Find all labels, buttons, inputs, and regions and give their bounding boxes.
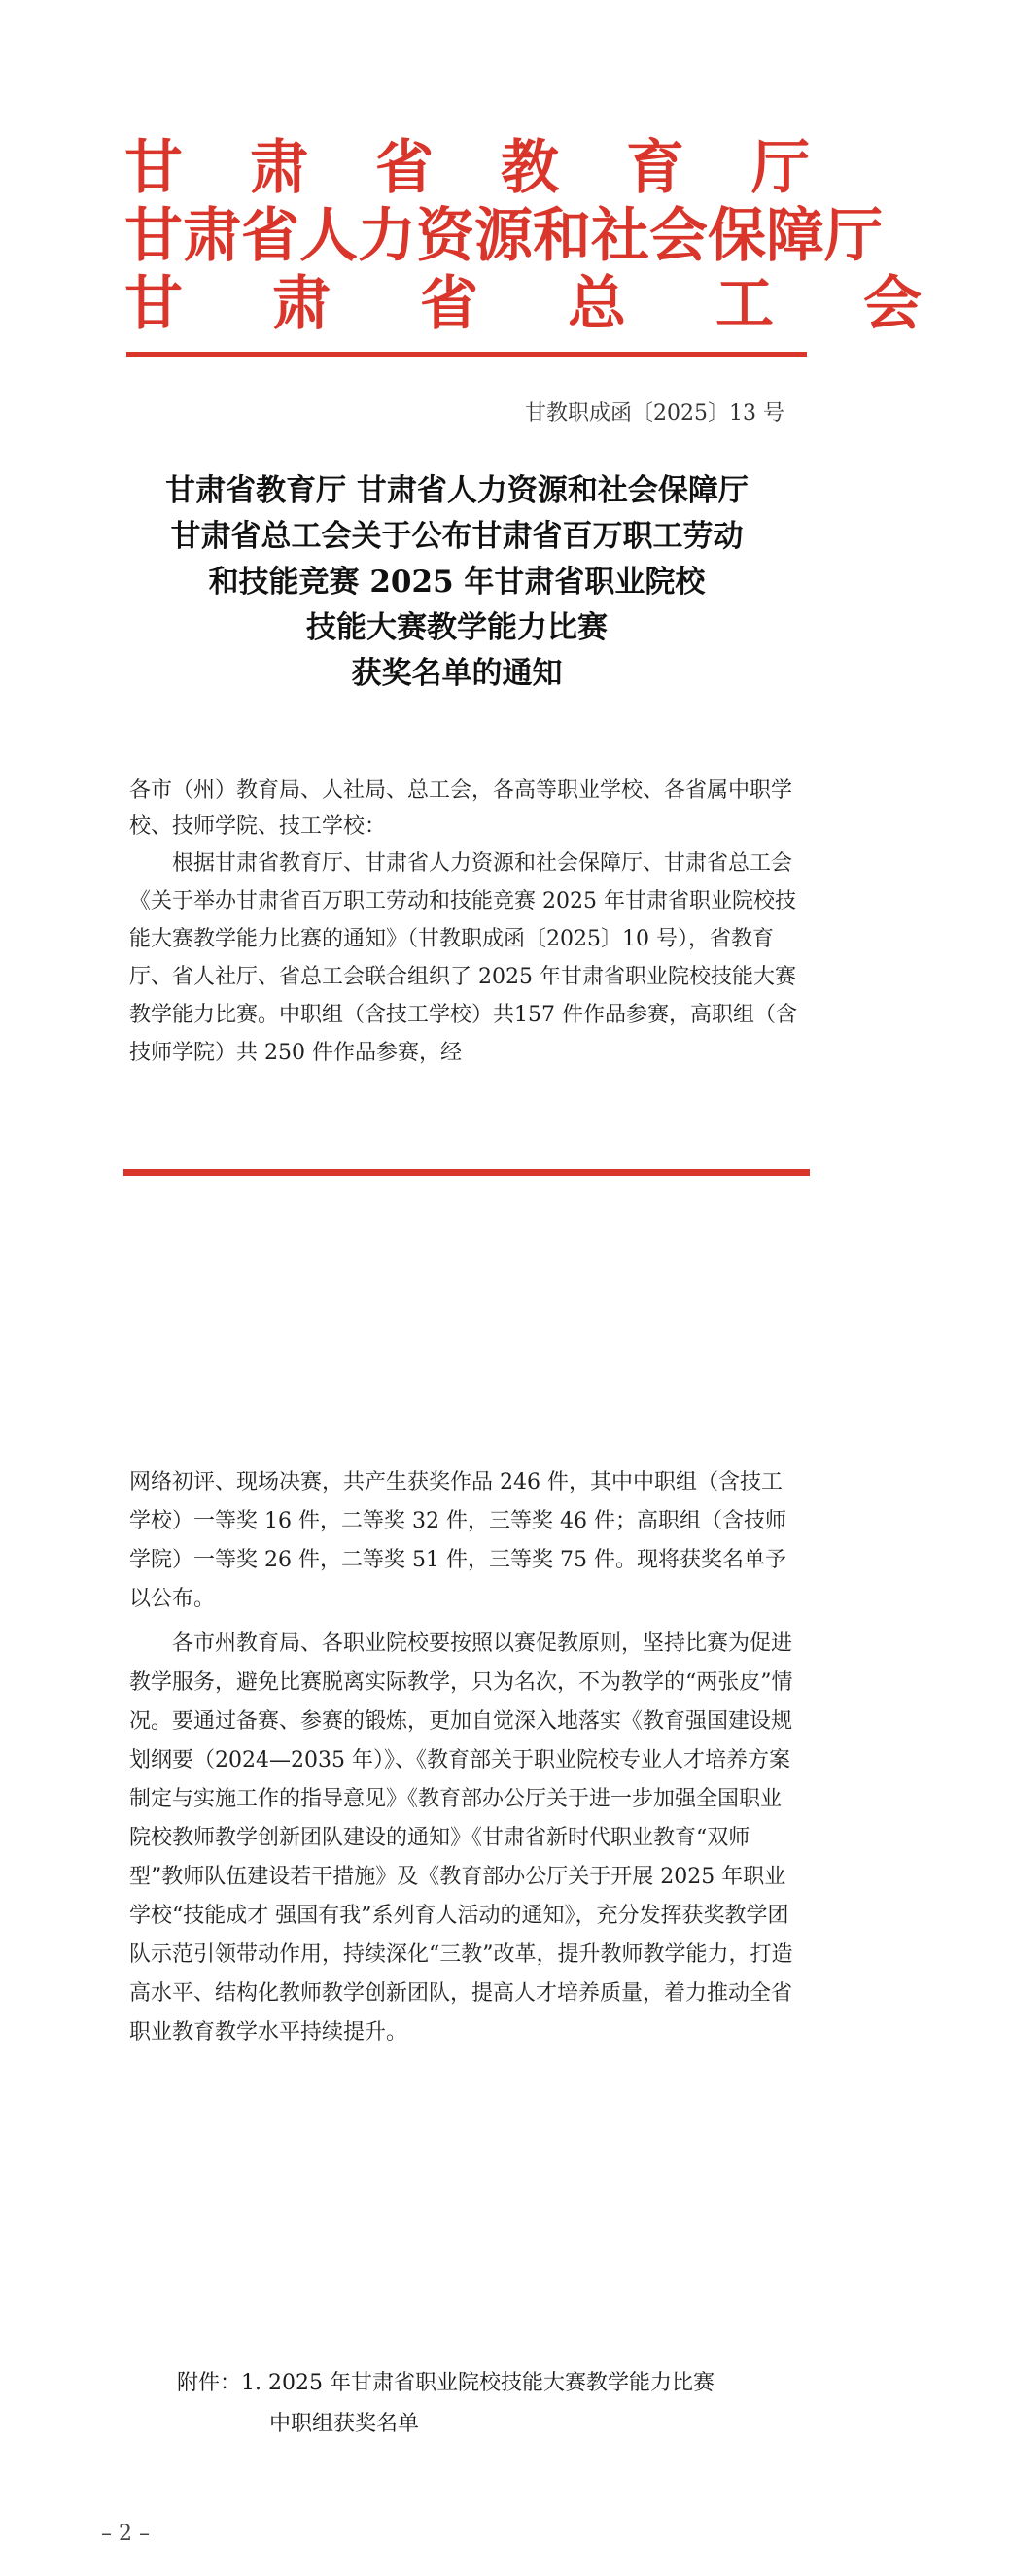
attachment-note [177, 2363, 715, 2445]
document-number: 甘教职成函〔2025〕13 号 [525, 401, 784, 426]
letterhead-line3: 甘肃省总工会 [124, 270, 1011, 338]
agency-name-union [124, 270, 1011, 338]
body-paragraph: 各市州教育局、各职业院校要按照以赛促教原则，坚持比赛为促进教学服务，避免比赛脱离实际教学，只为名次，不为教学的“两张皮”情况。要通过备赛、参赛的锻炼，更加自觉深入地落实《教育强国建设规划纲要（2024—2035 年）》、《教育部关于职业院校专业人才培养方案制定与实施工作的指导意见》《教育部办公厅关于进一步加强全国职业院校教师教学创新团队建设的通知》《甘肃省新时代职业教育“双师型”教师队伍建设若干措施》及《教育部办公厅关于开展 2025 年职业学校“技能成才 强国有我”系列育人活动的通知》，充分发挥获奖教学团队示范引领带动作用，持续深化“三教”改革，提升教师教学能力，打造高水平、结构化教师教学创新团队，提高人才培养质量，着力推动全省职业教育教学水平持续提升。 [129, 1631, 793, 2044]
letterhead-line2: 甘肃省人力资源和社会保障厅 [124, 202, 883, 270]
salutation: 各市（州）教育局、人社局、总工会，各高等职业学校、各省属中职学校、技师学院、技工学校： [129, 778, 793, 839]
agency-name-education [124, 134, 877, 202]
title-line: 和技能竞赛 2025 年甘肃省职业院校 [208, 565, 706, 600]
title-line: 甘肃省总工会关于公布甘肃省百万职工劳动 [170, 519, 744, 554]
page1-body [129, 773, 800, 1072]
attachment-line: 中职组获奖名单 [269, 2412, 420, 2436]
page2-body [129, 1463, 800, 2052]
body-paragraph: 根据甘肃省教育厅、甘肃省人力资源和社会保障厅、甘肃省总工会《关于举办甘肃省百万职工劳动和技能竞赛 2025 年甘肃省职业院校技能大赛教学能力比赛的通知》（甘教职成函〔2025〕10 号），省教育厅、省人社厅、省总工会联合组织了 2025 年甘肃省职业院校技能大赛教学能力比赛。中职组（含技工学校）共157 件作品参赛，高职组（含技师学院）共 250 件作品参赛，经 [129, 851, 797, 1065]
letterhead-line1: 甘肃省教育厅 [124, 134, 877, 202]
body-paragraph: 网络初评、现场决赛，共产生获奖作品 246 件，其中中职组（含技工学校）一等奖 16 件，二等奖 32 件，三等奖 46 件；高职组（含技师学院）一等奖 26 件，二等奖 51 件，三等奖 75 件。现将获奖名单予以公布。 [129, 1470, 786, 1611]
agency-name-hr [124, 202, 883, 270]
page-number: – 2 – [101, 2522, 150, 2546]
letterhead [124, 134, 1011, 338]
attachment-line: 附件：1. 2025 年甘肃省职业院校技能大赛教学能力比赛 [177, 2371, 715, 2395]
page-break-rule [123, 1169, 810, 1176]
title-line: 获奖名单的通知 [351, 656, 563, 691]
letterhead-red-rule [126, 352, 807, 357]
title-line: 技能大赛教学能力比赛 [306, 610, 608, 645]
notice-title [97, 468, 817, 697]
title-line: 甘肃省教育厅 甘肃省人力资源和社会保障厅 [165, 473, 749, 508]
